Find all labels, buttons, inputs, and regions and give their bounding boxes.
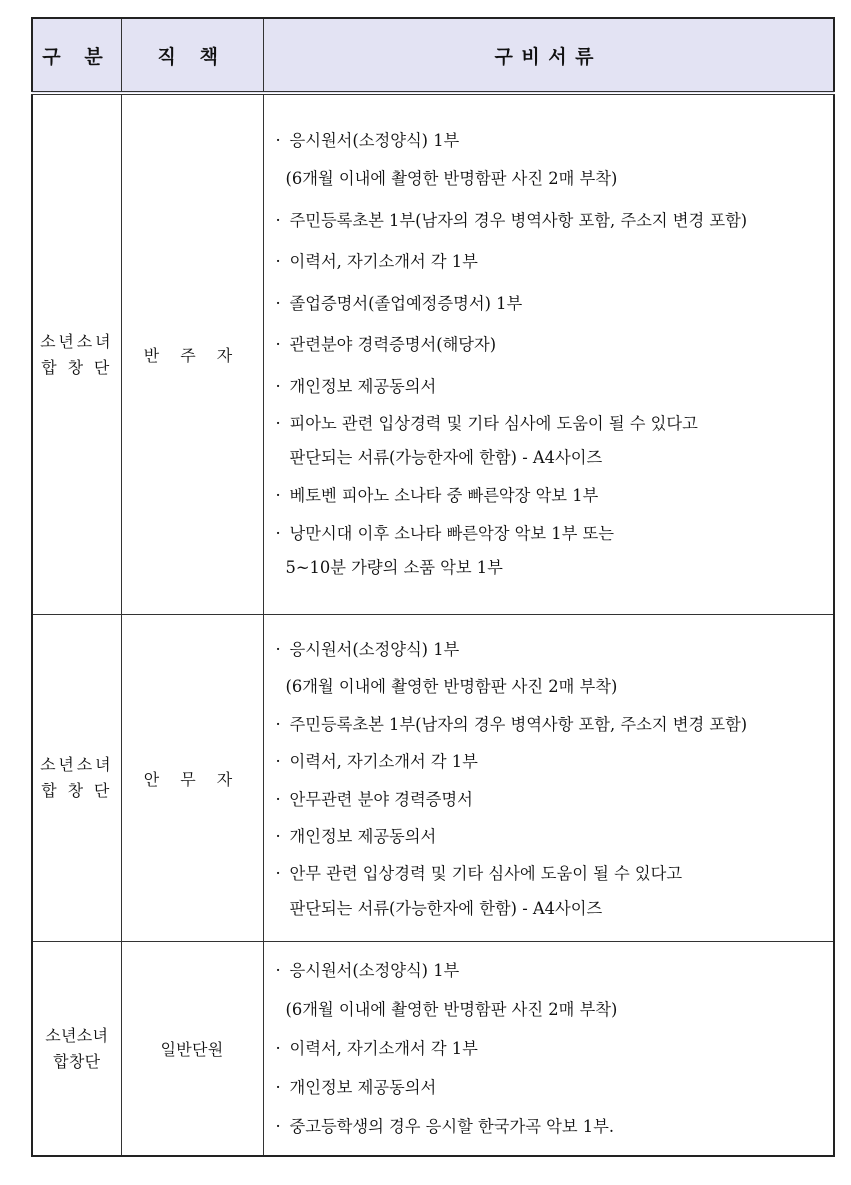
list-item: · 개인정보 제공동의서 [276, 818, 828, 856]
category-line1: 소년소녀 [45, 1025, 109, 1045]
category-line2: 합 창 단 [41, 781, 113, 800]
documents-cell [263, 942, 834, 1157]
header-category: 구 분 [32, 18, 121, 93]
list-item: 판단되는 서류(가능한자에 한함) - A4사이즈 [289, 448, 603, 468]
list-item: · 피아노 관련 입상경력 및 기타 심사에 도움이 될 수 있다고 [276, 407, 828, 441]
list-item: · 주민등록초본 1부(남자의 경우 병역사항 포함, 주소지 변경 포함) [276, 706, 828, 744]
table-row [32, 942, 834, 1157]
requirements-table [31, 17, 835, 1157]
table-row [32, 615, 834, 942]
category-cell [32, 942, 121, 1157]
header-role: 직 책 [121, 18, 263, 93]
list-item: 판단되는 서류(가능한자에 한함) - A4사이즈 [289, 898, 603, 918]
documents-cell [263, 615, 834, 942]
role-cell: 안 무 자 [121, 615, 263, 942]
list-item: · 베토벤 피아노 소나타 중 빠른악장 악보 1부 [276, 475, 828, 517]
header-documents: 구비서류 [263, 18, 834, 93]
list-item: · 주민등록초본 1부(남자의 경우 병역사항 포함, 주소지 변경 포함) [276, 200, 828, 242]
role-cell: 일반단원 [121, 942, 263, 1157]
list-item: · 이력서, 자기소개서 각 1부 [276, 743, 828, 781]
list-item: · 이력서, 자기소개서 각 1부 [276, 241, 828, 283]
category-line1: 소년소녀 [40, 755, 114, 774]
list-item: · 응시원서(소정양식) 1부 [276, 951, 828, 990]
list-item: 5~10분 가량의 소품 악보 1부 [285, 557, 503, 577]
list-item: · 응시원서(소정양식) 1부 [276, 631, 828, 669]
list-item: (6개월 이내에 촬영한 반명함판 사진 2매 부착) [285, 169, 618, 189]
category-cell [32, 615, 121, 942]
category-line2: 합창단 [53, 1051, 101, 1071]
documents-cell [263, 93, 834, 615]
list-item: · 관련분야 경력증명서(해당자) [276, 324, 828, 366]
list-item: · 졸업증명서(졸업예정증명서) 1부 [276, 283, 828, 325]
list-item: · 개인정보 제공동의서 [276, 1068, 828, 1107]
category-line1: 소년소녀 [40, 331, 114, 351]
category-cell [32, 93, 121, 615]
category-line2: 합 창 단 [41, 357, 113, 377]
list-item: · 이력서, 자기소개서 각 1부 [276, 1029, 828, 1068]
list-item: · 안무관련 분야 경력증명서 [276, 781, 828, 819]
document-list [276, 951, 828, 1146]
table-row [32, 93, 834, 615]
document-list [276, 631, 828, 926]
list-item: · 응시원서(소정양식) 1부 [276, 124, 828, 158]
role-cell: 반 주 자 [121, 93, 263, 615]
list-item: · 낭만시대 이후 소나타 빠른악장 악보 1부 또는 [276, 517, 828, 551]
list-item: (6개월 이내에 촬영한 반명함판 사진 2매 부착) [285, 1000, 618, 1019]
list-item: · 개인정보 제공동의서 [276, 366, 828, 408]
document-list [276, 124, 828, 585]
list-item: · 중고등학생의 경우 응시할 한국가곡 악보 1부. [276, 1107, 828, 1146]
list-item: (6개월 이내에 촬영한 반명함판 사진 2매 부착) [285, 677, 618, 696]
list-item: · 안무 관련 입상경력 및 기타 심사에 도움이 될 수 있다고 [276, 856, 828, 891]
header-row [32, 18, 834, 93]
